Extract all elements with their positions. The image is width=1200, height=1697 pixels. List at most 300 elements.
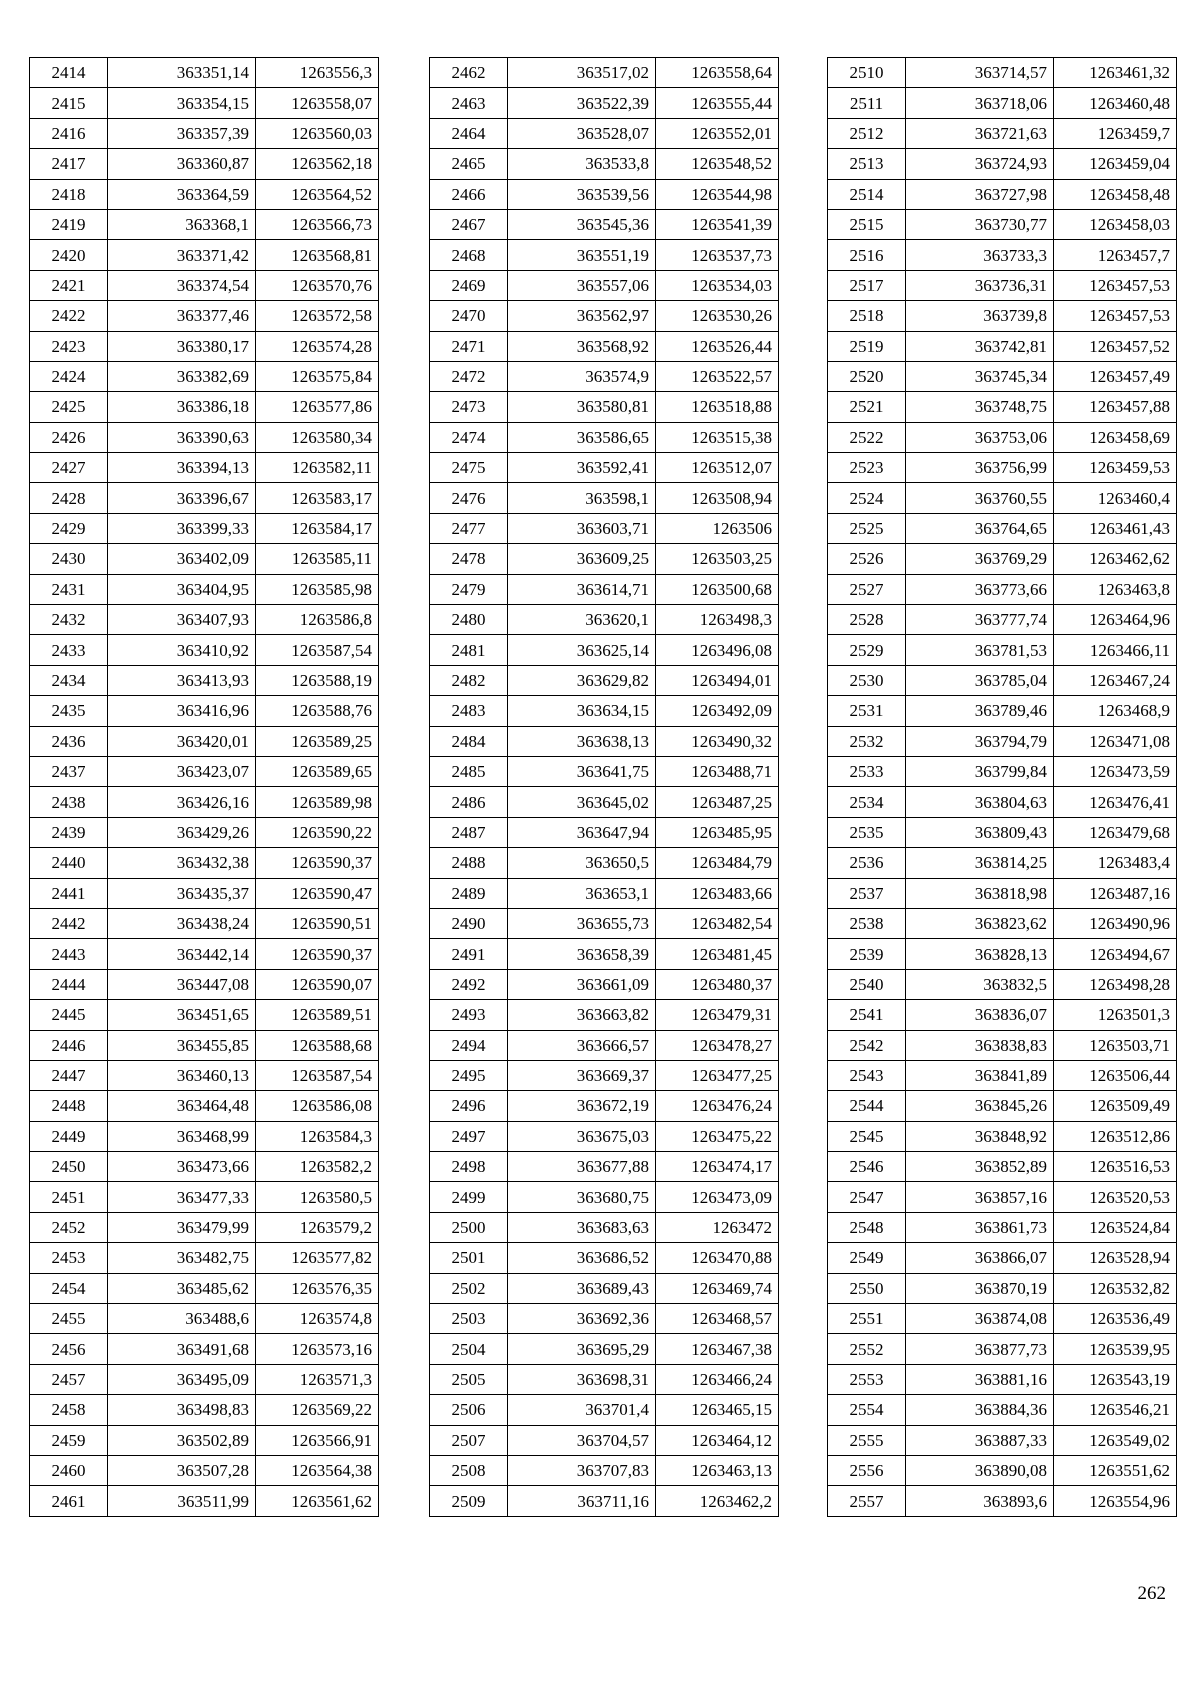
- point-number-cell: 2462: [430, 58, 508, 88]
- x-coordinate-cell: 363714,57: [906, 58, 1054, 88]
- point-number-cell: 2444: [30, 969, 108, 999]
- point-number-cell: 2492: [430, 969, 508, 999]
- coordinate-tables: [29, 57, 1189, 1569]
- point-number-cell: 2449: [30, 1121, 108, 1151]
- x-coordinate-cell: 363675,03: [508, 1121, 656, 1151]
- y-coordinate-cell: 1263488,71: [656, 756, 779, 786]
- table-row: [828, 665, 1177, 695]
- point-number-cell: 2527: [828, 574, 906, 604]
- point-number-cell: 2425: [30, 392, 108, 422]
- table-row: [430, 1486, 779, 1516]
- x-coordinate-cell: 363404,95: [108, 574, 256, 604]
- y-coordinate-cell: 1263512,07: [656, 453, 779, 483]
- table-row: [30, 58, 379, 88]
- point-number-cell: 2526: [828, 544, 906, 574]
- y-coordinate-cell: 1263590,07: [256, 969, 379, 999]
- x-coordinate-cell: 363438,24: [108, 908, 256, 938]
- table-row: [30, 1030, 379, 1060]
- table-row: [30, 787, 379, 817]
- x-coordinate-cell: 363426,16: [108, 787, 256, 817]
- x-coordinate-cell: 363745,34: [906, 361, 1054, 391]
- y-coordinate-cell: 1263524,84: [1054, 1212, 1177, 1242]
- x-coordinate-cell: 363711,16: [508, 1486, 656, 1516]
- x-coordinate-cell: 363598,1: [508, 483, 656, 513]
- point-number-cell: 2523: [828, 453, 906, 483]
- table-row: [828, 1060, 1177, 1090]
- x-coordinate-cell: 363661,09: [508, 969, 656, 999]
- point-number-cell: 2549: [828, 1243, 906, 1273]
- x-coordinate-cell: 363390,63: [108, 422, 256, 452]
- table-row: [828, 422, 1177, 452]
- table-row: [828, 574, 1177, 604]
- point-number-cell: 2487: [430, 817, 508, 847]
- x-coordinate-cell: 363838,83: [906, 1030, 1054, 1060]
- x-coordinate-cell: 363848,92: [906, 1121, 1054, 1151]
- point-number-cell: 2485: [430, 756, 508, 786]
- y-coordinate-cell: 1263566,91: [256, 1425, 379, 1455]
- point-number-cell: 2432: [30, 605, 108, 635]
- y-coordinate-cell: 1263551,62: [1054, 1455, 1177, 1485]
- y-coordinate-cell: 1263474,17: [656, 1152, 779, 1182]
- point-number-cell: 2486: [430, 787, 508, 817]
- point-number-cell: 2490: [430, 908, 508, 938]
- y-coordinate-cell: 1263468,57: [656, 1304, 779, 1334]
- x-coordinate-cell: 363823,62: [906, 908, 1054, 938]
- point-number-cell: 2505: [430, 1364, 508, 1394]
- x-coordinate-cell: 363680,75: [508, 1182, 656, 1212]
- point-number-cell: 2503: [430, 1304, 508, 1334]
- y-coordinate-cell: 1263464,12: [656, 1425, 779, 1455]
- table-row: [430, 453, 779, 483]
- point-number-cell: 2500: [430, 1212, 508, 1242]
- y-coordinate-cell: 1263500,68: [656, 574, 779, 604]
- y-coordinate-cell: 1263561,62: [256, 1486, 379, 1516]
- table-row: [30, 878, 379, 908]
- y-coordinate-cell: 1263537,73: [656, 240, 779, 270]
- y-coordinate-cell: 1263469,74: [656, 1273, 779, 1303]
- x-coordinate-cell: 363485,62: [108, 1273, 256, 1303]
- x-coordinate-cell: 363647,94: [508, 817, 656, 847]
- point-number-cell: 2494: [430, 1030, 508, 1060]
- table-row: [30, 331, 379, 361]
- y-coordinate-cell: 1263509,49: [1054, 1091, 1177, 1121]
- x-coordinate-cell: 363742,81: [906, 331, 1054, 361]
- point-number-cell: 2545: [828, 1121, 906, 1151]
- table-row: [430, 392, 779, 422]
- y-coordinate-cell: 1263570,76: [256, 270, 379, 300]
- y-coordinate-cell: 1263585,98: [256, 574, 379, 604]
- x-coordinate-cell: 363351,14: [108, 58, 256, 88]
- point-number-cell: 2419: [30, 209, 108, 239]
- table-row: [30, 361, 379, 391]
- table-row: [30, 1212, 379, 1242]
- table-row: [30, 726, 379, 756]
- table-row: [430, 1455, 779, 1485]
- point-number-cell: 2499: [430, 1182, 508, 1212]
- y-coordinate-cell: 1263459,7: [1054, 118, 1177, 148]
- y-coordinate-cell: 1263574,8: [256, 1304, 379, 1334]
- y-coordinate-cell: 1263530,26: [656, 301, 779, 331]
- point-number-cell: 2488: [430, 848, 508, 878]
- point-number-cell: 2510: [828, 58, 906, 88]
- y-coordinate-cell: 1263552,01: [656, 118, 779, 148]
- x-coordinate-cell: 363574,9: [508, 361, 656, 391]
- y-coordinate-cell: 1263508,94: [656, 483, 779, 513]
- y-coordinate-cell: 1263472: [656, 1212, 779, 1242]
- point-number-cell: 2415: [30, 88, 108, 118]
- point-number-cell: 2446: [30, 1030, 108, 1060]
- point-number-cell: 2457: [30, 1364, 108, 1394]
- point-number-cell: 2472: [430, 361, 508, 391]
- point-number-cell: 2454: [30, 1273, 108, 1303]
- point-number-cell: 2428: [30, 483, 108, 513]
- y-coordinate-cell: 1263590,47: [256, 878, 379, 908]
- x-coordinate-cell: 363568,92: [508, 331, 656, 361]
- table-row: [828, 453, 1177, 483]
- point-number-cell: 2429: [30, 513, 108, 543]
- y-coordinate-cell: 1263498,3: [656, 605, 779, 635]
- y-coordinate-cell: 1263459,04: [1054, 149, 1177, 179]
- point-number-cell: 2452: [30, 1212, 108, 1242]
- y-coordinate-cell: 1263534,03: [656, 270, 779, 300]
- point-number-cell: 2534: [828, 787, 906, 817]
- y-coordinate-cell: 1263546,21: [1054, 1395, 1177, 1425]
- y-coordinate-cell: 1263473,09: [656, 1182, 779, 1212]
- point-number-cell: 2556: [828, 1455, 906, 1485]
- point-number-cell: 2513: [828, 149, 906, 179]
- point-number-cell: 2460: [30, 1455, 108, 1485]
- y-coordinate-cell: 1263558,07: [256, 88, 379, 118]
- y-coordinate-cell: 1263520,53: [1054, 1182, 1177, 1212]
- x-coordinate-cell: 363739,8: [906, 301, 1054, 331]
- y-coordinate-cell: 1263568,81: [256, 240, 379, 270]
- point-number-cell: 2497: [430, 1121, 508, 1151]
- point-number-cell: 2553: [828, 1364, 906, 1394]
- x-coordinate-cell: 363832,5: [906, 969, 1054, 999]
- y-coordinate-cell: 1263492,09: [656, 696, 779, 726]
- table-row: [828, 544, 1177, 574]
- x-coordinate-cell: 363866,07: [906, 1243, 1054, 1273]
- y-coordinate-cell: 1263564,38: [256, 1455, 379, 1485]
- x-coordinate-cell: 363451,65: [108, 1000, 256, 1030]
- y-coordinate-cell: 1263571,3: [256, 1364, 379, 1394]
- table-row: [30, 392, 379, 422]
- x-coordinate-cell: 363354,15: [108, 88, 256, 118]
- y-coordinate-cell: 1263465,15: [656, 1395, 779, 1425]
- point-number-cell: 2516: [828, 240, 906, 270]
- x-coordinate-cell: 363692,36: [508, 1304, 656, 1334]
- table-row: [430, 1212, 779, 1242]
- point-number-cell: 2502: [430, 1273, 508, 1303]
- point-number-cell: 2507: [430, 1425, 508, 1455]
- x-coordinate-cell: 363695,29: [508, 1334, 656, 1364]
- y-coordinate-cell: 1263577,86: [256, 392, 379, 422]
- point-number-cell: 2539: [828, 939, 906, 969]
- table-row: [430, 1000, 779, 1030]
- y-coordinate-cell: 1263569,22: [256, 1395, 379, 1425]
- y-coordinate-cell: 1263586,08: [256, 1091, 379, 1121]
- point-number-cell: 2434: [30, 665, 108, 695]
- point-number-cell: 2455: [30, 1304, 108, 1334]
- point-number-cell: 2430: [30, 544, 108, 574]
- table-row: [828, 1395, 1177, 1425]
- y-coordinate-cell: 1263516,53: [1054, 1152, 1177, 1182]
- x-coordinate-cell: 363386,18: [108, 392, 256, 422]
- table-row: [30, 422, 379, 452]
- point-number-cell: 2474: [430, 422, 508, 452]
- y-coordinate-cell: 1263475,22: [656, 1121, 779, 1151]
- table-row: [828, 969, 1177, 999]
- y-coordinate-cell: 1263526,44: [656, 331, 779, 361]
- y-coordinate-cell: 1263481,45: [656, 939, 779, 969]
- point-number-cell: 2437: [30, 756, 108, 786]
- y-coordinate-cell: 1263460,48: [1054, 88, 1177, 118]
- table-row: [828, 1364, 1177, 1394]
- point-number-cell: 2480: [430, 605, 508, 635]
- point-number-cell: 2464: [430, 118, 508, 148]
- point-number-cell: 2521: [828, 392, 906, 422]
- point-number-cell: 2525: [828, 513, 906, 543]
- y-coordinate-cell: 1263580,5: [256, 1182, 379, 1212]
- x-coordinate-cell: 363435,37: [108, 878, 256, 908]
- table-row: [828, 209, 1177, 239]
- point-number-cell: 2531: [828, 696, 906, 726]
- y-coordinate-cell: 1263457,53: [1054, 301, 1177, 331]
- x-coordinate-cell: 363718,06: [906, 88, 1054, 118]
- table-row: [30, 270, 379, 300]
- y-coordinate-cell: 1263515,38: [656, 422, 779, 452]
- table-row: [828, 1182, 1177, 1212]
- table-row: [30, 1243, 379, 1273]
- x-coordinate-cell: 363756,99: [906, 453, 1054, 483]
- point-number-cell: 2554: [828, 1395, 906, 1425]
- y-coordinate-cell: 1263466,11: [1054, 635, 1177, 665]
- x-coordinate-cell: 363781,53: [906, 635, 1054, 665]
- y-coordinate-cell: 1263503,71: [1054, 1030, 1177, 1060]
- point-number-cell: 2501: [430, 1243, 508, 1273]
- point-number-cell: 2518: [828, 301, 906, 331]
- x-coordinate-cell: 363707,83: [508, 1455, 656, 1485]
- point-number-cell: 2470: [430, 301, 508, 331]
- point-number-cell: 2466: [430, 179, 508, 209]
- y-coordinate-cell: 1263575,84: [256, 361, 379, 391]
- x-coordinate-cell: 363402,09: [108, 544, 256, 574]
- y-coordinate-cell: 1263483,4: [1054, 848, 1177, 878]
- point-number-cell: 2479: [430, 574, 508, 604]
- point-number-cell: 2417: [30, 149, 108, 179]
- point-number-cell: 2473: [430, 392, 508, 422]
- y-coordinate-cell: 1263554,96: [1054, 1486, 1177, 1516]
- table-row: [828, 1152, 1177, 1182]
- table-row: [30, 605, 379, 635]
- table-row: [828, 756, 1177, 786]
- x-coordinate-cell: 363495,09: [108, 1364, 256, 1394]
- table-row: [430, 1182, 779, 1212]
- x-coordinate-cell: 363368,1: [108, 209, 256, 239]
- point-number-cell: 2463: [430, 88, 508, 118]
- x-coordinate-cell: 363468,99: [108, 1121, 256, 1151]
- table-row: [430, 1121, 779, 1151]
- table-row: [30, 756, 379, 786]
- y-coordinate-cell: 1263470,88: [656, 1243, 779, 1273]
- table-row: [828, 392, 1177, 422]
- x-coordinate-cell: 363580,81: [508, 392, 656, 422]
- x-coordinate-cell: 363890,08: [906, 1455, 1054, 1485]
- y-coordinate-cell: 1263457,88: [1054, 392, 1177, 422]
- point-number-cell: 2461: [30, 1486, 108, 1516]
- table-row: [30, 301, 379, 331]
- table-row: [430, 361, 779, 391]
- y-coordinate-cell: 1263562,18: [256, 149, 379, 179]
- point-number-cell: 2471: [430, 331, 508, 361]
- point-number-cell: 2450: [30, 1152, 108, 1182]
- table-row: [828, 635, 1177, 665]
- x-coordinate-cell: 363861,73: [906, 1212, 1054, 1242]
- x-coordinate-cell: 363447,08: [108, 969, 256, 999]
- point-number-cell: 2482: [430, 665, 508, 695]
- point-number-cell: 2524: [828, 483, 906, 513]
- table-row: [30, 1091, 379, 1121]
- x-coordinate-cell: 363748,75: [906, 392, 1054, 422]
- table-row: [30, 240, 379, 270]
- x-coordinate-cell: 363586,65: [508, 422, 656, 452]
- y-coordinate-cell: 1263518,88: [656, 392, 779, 422]
- point-number-cell: 2468: [430, 240, 508, 270]
- y-coordinate-cell: 1263458,69: [1054, 422, 1177, 452]
- y-coordinate-cell: 1263498,28: [1054, 969, 1177, 999]
- table-row: [430, 58, 779, 88]
- x-coordinate-cell: 363420,01: [108, 726, 256, 756]
- table-row: [828, 149, 1177, 179]
- y-coordinate-cell: 1263506,44: [1054, 1060, 1177, 1090]
- y-coordinate-cell: 1263482,54: [656, 908, 779, 938]
- point-number-cell: 2441: [30, 878, 108, 908]
- table-row: [828, 1000, 1177, 1030]
- x-coordinate-cell: 363760,55: [906, 483, 1054, 513]
- x-coordinate-cell: 363464,48: [108, 1091, 256, 1121]
- x-coordinate-cell: 363698,31: [508, 1364, 656, 1394]
- table-row: [30, 817, 379, 847]
- point-number-cell: 2541: [828, 1000, 906, 1030]
- y-coordinate-cell: 1263544,98: [656, 179, 779, 209]
- x-coordinate-cell: 363357,39: [108, 118, 256, 148]
- table-row: [430, 1395, 779, 1425]
- y-coordinate-cell: 1263576,35: [256, 1273, 379, 1303]
- table-row: [828, 939, 1177, 969]
- x-coordinate-cell: 363522,39: [508, 88, 656, 118]
- y-coordinate-cell: 1263572,58: [256, 301, 379, 331]
- table-row: [430, 1243, 779, 1273]
- x-coordinate-cell: 363562,97: [508, 301, 656, 331]
- y-coordinate-cell: 1263589,65: [256, 756, 379, 786]
- y-coordinate-cell: 1263461,43: [1054, 513, 1177, 543]
- point-number-cell: 2469: [430, 270, 508, 300]
- y-coordinate-cell: 1263494,01: [656, 665, 779, 695]
- y-coordinate-cell: 1263574,28: [256, 331, 379, 361]
- y-coordinate-cell: 1263541,39: [656, 209, 779, 239]
- point-number-cell: 2440: [30, 848, 108, 878]
- point-number-cell: 2458: [30, 1395, 108, 1425]
- y-coordinate-cell: 1263590,51: [256, 908, 379, 938]
- point-number-cell: 2489: [430, 878, 508, 908]
- y-coordinate-cell: 1263587,54: [256, 1060, 379, 1090]
- y-coordinate-cell: 1263548,52: [656, 149, 779, 179]
- coordinate-table-body: [828, 58, 1177, 1517]
- y-coordinate-cell: 1263583,17: [256, 483, 379, 513]
- point-number-cell: 2422: [30, 301, 108, 331]
- table-row: [828, 1486, 1177, 1516]
- y-coordinate-cell: 1263463,8: [1054, 574, 1177, 604]
- y-coordinate-cell: 1263494,67: [1054, 939, 1177, 969]
- table-row: [30, 665, 379, 695]
- point-number-cell: 2426: [30, 422, 108, 452]
- y-coordinate-cell: 1263588,68: [256, 1030, 379, 1060]
- y-coordinate-cell: 1263532,82: [1054, 1273, 1177, 1303]
- table-row: [430, 1273, 779, 1303]
- point-number-cell: 2544: [828, 1091, 906, 1121]
- point-number-cell: 2491: [430, 939, 508, 969]
- x-coordinate-cell: 363410,92: [108, 635, 256, 665]
- point-number-cell: 2514: [828, 179, 906, 209]
- x-coordinate-cell: 363857,16: [906, 1182, 1054, 1212]
- point-number-cell: 2424: [30, 361, 108, 391]
- table-row: [30, 483, 379, 513]
- x-coordinate-cell: 363653,1: [508, 878, 656, 908]
- y-coordinate-cell: 1263485,95: [656, 817, 779, 847]
- point-number-cell: 2435: [30, 696, 108, 726]
- point-number-cell: 2439: [30, 817, 108, 847]
- x-coordinate-cell: 363730,77: [906, 209, 1054, 239]
- y-coordinate-cell: 1263590,37: [256, 848, 379, 878]
- table-row: [828, 88, 1177, 118]
- table-row: [828, 787, 1177, 817]
- y-coordinate-cell: 1263468,9: [1054, 696, 1177, 726]
- table-row: [430, 605, 779, 635]
- point-number-cell: 2493: [430, 1000, 508, 1030]
- table-row: [430, 848, 779, 878]
- table-row: [828, 270, 1177, 300]
- table-row: [30, 969, 379, 999]
- x-coordinate-cell: 363818,98: [906, 878, 1054, 908]
- point-number-cell: 2421: [30, 270, 108, 300]
- table-row: [430, 1364, 779, 1394]
- x-coordinate-cell: 363473,66: [108, 1152, 256, 1182]
- point-number-cell: 2537: [828, 878, 906, 908]
- point-number-cell: 2418: [30, 179, 108, 209]
- y-coordinate-cell: 1263457,7: [1054, 240, 1177, 270]
- x-coordinate-cell: 363789,46: [906, 696, 1054, 726]
- point-number-cell: 2548: [828, 1212, 906, 1242]
- point-number-cell: 2438: [30, 787, 108, 817]
- point-number-cell: 2522: [828, 422, 906, 452]
- point-number-cell: 2467: [430, 209, 508, 239]
- y-coordinate-cell: 1263503,25: [656, 544, 779, 574]
- x-coordinate-cell: 363592,41: [508, 453, 656, 483]
- x-coordinate-cell: 363382,69: [108, 361, 256, 391]
- x-coordinate-cell: 363764,65: [906, 513, 1054, 543]
- x-coordinate-cell: 363609,25: [508, 544, 656, 574]
- x-coordinate-cell: 363727,98: [906, 179, 1054, 209]
- y-coordinate-cell: 1263473,59: [1054, 756, 1177, 786]
- point-number-cell: 2451: [30, 1182, 108, 1212]
- point-number-cell: 2414: [30, 58, 108, 88]
- y-coordinate-cell: 1263584,17: [256, 513, 379, 543]
- table-row: [430, 756, 779, 786]
- y-coordinate-cell: 1263480,37: [656, 969, 779, 999]
- point-number-cell: 2447: [30, 1060, 108, 1090]
- table-row: [828, 361, 1177, 391]
- table-row: [430, 483, 779, 513]
